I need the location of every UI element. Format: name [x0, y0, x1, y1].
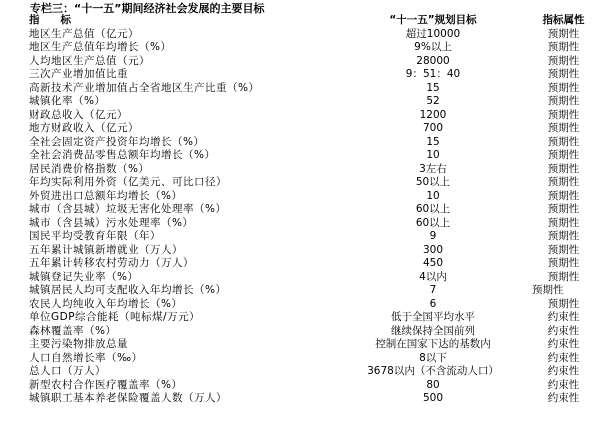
attribute-cell: 预期性 [547, 176, 580, 188]
table-row [29, 298, 595, 312]
indicator-cell: 全社会固定资产投资年均增长（%） [29, 135, 205, 148]
target-cell: 控制在国家下达的基数内 [375, 338, 491, 350]
table-row [29, 379, 595, 393]
target-cell: 700 [422, 122, 444, 134]
table-row [29, 365, 595, 379]
table-row [29, 163, 595, 177]
indicator-cell: 地区生产总值（亿元） [29, 27, 139, 40]
target-cell: 500 [422, 392, 444, 404]
header-indicator: 指 标 [29, 14, 71, 26]
indicator-cell: 外贸进出口总额年均增长（%） [29, 189, 183, 202]
table-row [29, 190, 595, 204]
attribute-cell: 预期性 [547, 189, 580, 202]
attribute-cell: 约束性 [547, 365, 580, 377]
table-row [29, 217, 595, 231]
attribute-cell: 预期性 [547, 270, 580, 283]
table-row [29, 109, 595, 123]
target-cell: 4以内 [419, 270, 447, 283]
indicator-cell: 农民人均纯收入年均增长（%） [29, 297, 183, 310]
target-cell: 52 [426, 95, 440, 107]
indicator-cell: 城镇职工基本养老保险覆盖人数（万人） [29, 392, 227, 404]
table-body [29, 28, 595, 406]
table-row [29, 68, 595, 82]
attribute-cell: 预期性 [547, 243, 580, 256]
attribute-cell: 约束性 [547, 311, 580, 323]
indicator-cell: 高新技术产业增加值占全省地区生产比重（%） [29, 81, 260, 94]
indicator-cell: 主要污染物排放总量 [29, 338, 128, 350]
indicator-cell: 人均地区生产总值（元） [29, 54, 150, 67]
target-cell: 28000 [416, 54, 450, 67]
attribute-cell: 约束性 [547, 338, 580, 350]
header-attribute: 指标属性 [542, 14, 585, 26]
target-cell: 低于全国平均水平 [391, 311, 475, 323]
attribute-cell: 预期性 [547, 41, 580, 53]
target-cell: 15 [426, 81, 440, 94]
indicator-cell: 新型农村合作医疗覆盖率（%） [29, 378, 183, 391]
targets-table [29, 14, 595, 406]
indicator-cell: 五年累计转移农村劳动力（万人） [29, 257, 194, 269]
target-cell: 9：51：40 [405, 68, 461, 80]
indicator-cell: 城镇居民人均可支配收入年均增长（%） [29, 284, 227, 296]
indicator-cell: 全社会消费品零售总额年均增长（%） [29, 149, 216, 161]
indicator-cell: 地区生产总值年均增长（%） [29, 41, 172, 53]
indicator-cell: 城镇化率（%） [29, 95, 106, 107]
table-row [29, 325, 595, 339]
indicator-cell: 森林覆盖率（%） [29, 324, 117, 337]
page-title: 专栏三：“十一五”期间经济社会发展的主要目标 [30, 2, 265, 15]
attribute-cell: 预期性 [547, 257, 580, 269]
target-cell: 50以上 [415, 176, 451, 188]
header-target: “十一五”规划目标 [389, 14, 477, 26]
table-row [29, 230, 595, 244]
table-row [29, 352, 595, 366]
indicator-cell: 三次产业增加值比重 [29, 68, 128, 80]
table-row [29, 392, 595, 406]
target-cell: 60以上 [415, 216, 451, 229]
attribute-cell: 预期性 [547, 108, 580, 121]
target-cell: 300 [422, 243, 444, 256]
table-row [29, 82, 595, 96]
target-cell: 10 [426, 189, 440, 202]
target-cell: 15 [426, 135, 440, 148]
table-row [29, 41, 595, 55]
target-cell: 7 [429, 284, 437, 296]
target-cell: 80 [426, 378, 440, 391]
attribute-cell: 预期性 [547, 27, 580, 40]
target-cell: 3678以内（不含流动人口） [367, 365, 499, 377]
indicator-cell: 五年累计城镇新增就业（万人） [29, 243, 183, 256]
table-row [29, 122, 595, 136]
target-cell: 6 [429, 297, 437, 310]
table-row [29, 257, 595, 271]
table-header-row [29, 14, 595, 28]
attribute-cell: 约束性 [547, 378, 580, 391]
table-row [29, 271, 595, 285]
attribute-cell: 预期性 [547, 95, 580, 107]
attribute-cell: 预期性 [547, 297, 580, 310]
table-row [29, 149, 595, 163]
table-row [29, 95, 595, 109]
table-row [29, 28, 595, 42]
target-cell: 3左右 [419, 162, 447, 175]
attribute-cell: 预期性 [547, 149, 580, 161]
indicator-cell: 总人口（万人） [29, 365, 106, 377]
target-cell: 10 [426, 149, 440, 161]
indicator-cell: 城市（含县城）垃圾无害化处理率（%） [29, 203, 227, 215]
table-row [29, 284, 595, 298]
table-row [29, 176, 595, 190]
attribute-cell: 预期性 [547, 216, 580, 229]
indicator-cell: 年均实际利用外资（亿美元、可比口径） [29, 176, 227, 188]
indicator-cell: 财政总收入（亿元） [29, 108, 128, 121]
target-cell: 60以上 [415, 203, 451, 215]
target-cell: 9%以上 [414, 41, 452, 53]
attribute-cell: 预期性 [547, 81, 580, 94]
attribute-cell: 预期性 [532, 284, 564, 296]
indicator-cell: 城镇登记失业率（%） [29, 270, 139, 283]
table-row [29, 338, 595, 352]
table-row [29, 136, 595, 150]
attribute-cell: 预期性 [547, 203, 580, 215]
indicator-cell: 国民平均受教育年限（年） [29, 230, 161, 242]
attribute-cell: 预期性 [547, 68, 580, 80]
table-row [29, 311, 595, 325]
attribute-cell: 预期性 [547, 135, 580, 148]
target-cell: 继续保持全国前列 [391, 324, 475, 337]
table-row [29, 55, 595, 69]
table-row [29, 203, 595, 217]
attribute-cell: 预期性 [547, 122, 580, 134]
attribute-cell: 预期性 [547, 54, 580, 67]
target-cell: 8以下 [419, 351, 447, 364]
indicator-cell: 地方财政收入（亿元） [29, 122, 139, 134]
indicator-cell: 城市（含县城）污水处理率（%） [29, 216, 194, 229]
attribute-cell: 预期性 [547, 230, 580, 242]
target-cell: 超过10000 [405, 27, 461, 40]
indicator-cell: 单位GDP综合能耗（吨标煤/万元） [29, 311, 201, 323]
indicator-cell: 居民消费价格指数（%） [29, 162, 150, 175]
attribute-cell: 预期性 [547, 162, 580, 175]
attribute-cell: 约束性 [547, 324, 580, 337]
target-cell: 1200 [419, 108, 447, 121]
table-row [29, 244, 595, 258]
attribute-cell: 约束性 [547, 392, 580, 404]
indicator-cell: 人口自然增长率（‰） [29, 351, 143, 364]
target-cell: 450 [422, 257, 444, 269]
attribute-cell: 约束性 [547, 351, 580, 364]
target-cell: 9 [429, 230, 437, 242]
